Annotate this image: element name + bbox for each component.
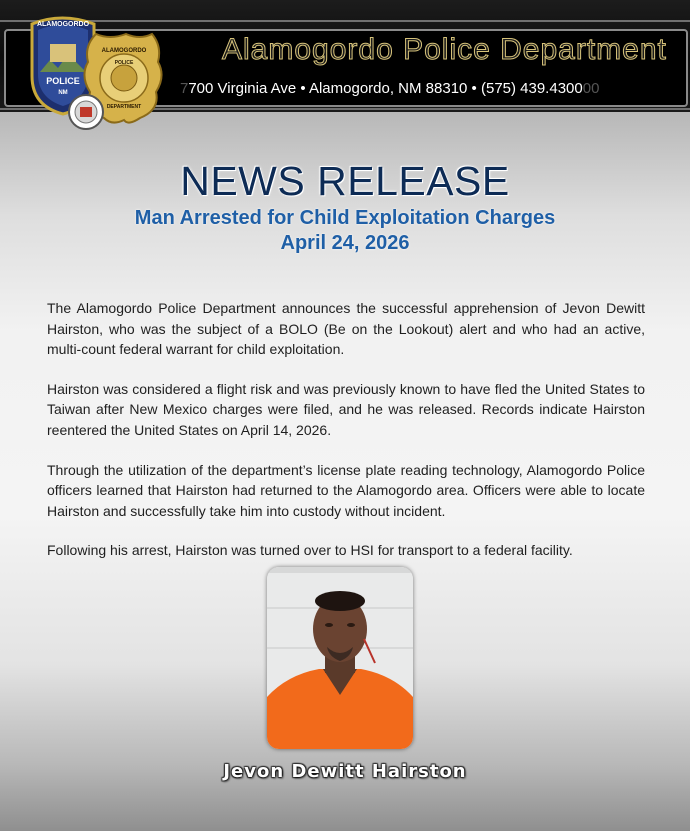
mugshot-image — [267, 567, 413, 749]
suspect-photo — [267, 567, 413, 749]
address-text: 700 Virginia Ave • Alamogordo, NM 88310 • (575) 439.4300 — [188, 80, 583, 97]
svg-text:ALAMOGORDO: ALAMOGORDO — [101, 48, 147, 54]
news-release-title: NEWS RELEASE — [180, 158, 510, 204]
department-title: Alamogordo Police Department — [222, 33, 667, 66]
svg-text:DEPARTMENT: DEPARTMENT — [106, 104, 142, 110]
release-body — [47, 298, 645, 580]
address-faded-prefix: 7 — [180, 80, 189, 97]
release-subtitle: Man Arrested for Child Exploitation Charges — [134, 207, 556, 229]
svg-text:POLICE: POLICE — [46, 76, 80, 86]
photo-caption: Jevon Dewitt Hairston — [223, 761, 467, 782]
body-paragraph-3: Through the utilization of the department’s license plate reading technology, Alamogordo Police officers learned that Hairston had returned to the Alamogordo area. Officers were able to locate Hairston and successfully take him into custody without incident. — [47, 461, 645, 519]
department-address — [180, 80, 599, 97]
svg-text:NM: NM — [58, 90, 68, 96]
svg-text:ALAMOGORDO: ALAMOGORDO — [36, 21, 90, 28]
city-seal-logo — [69, 95, 103, 129]
body-paragraph-1: The Alamogordo Police Department announces the successful apprehension of Jevon Dewitt Hairston, who was the subject of a BOLO (Be on the Lookout) alert and who had an active, multi-count federal warrant for child exploitation. — [47, 300, 645, 358]
address-faded-suffix: 00 — [582, 80, 600, 97]
svg-text:POLICE: POLICE — [114, 60, 134, 66]
police-badges — [28, 14, 168, 134]
body-paragraph-2: Hairston was considered a flight risk and was previously known to have fled the United States to Taiwan after New Mexico charges were filed, and he was released. Records indicate Hairston reentered the United States on April 14, 2026. — [47, 380, 645, 438]
police-badges-logo — [28, 14, 168, 134]
headline — [0, 158, 690, 255]
release-date: April 24, 2026 — [280, 232, 410, 254]
body-paragraph-4: Following his arrest, Hairston was turned over to HSI for transport to a federal facility. — [47, 542, 573, 559]
